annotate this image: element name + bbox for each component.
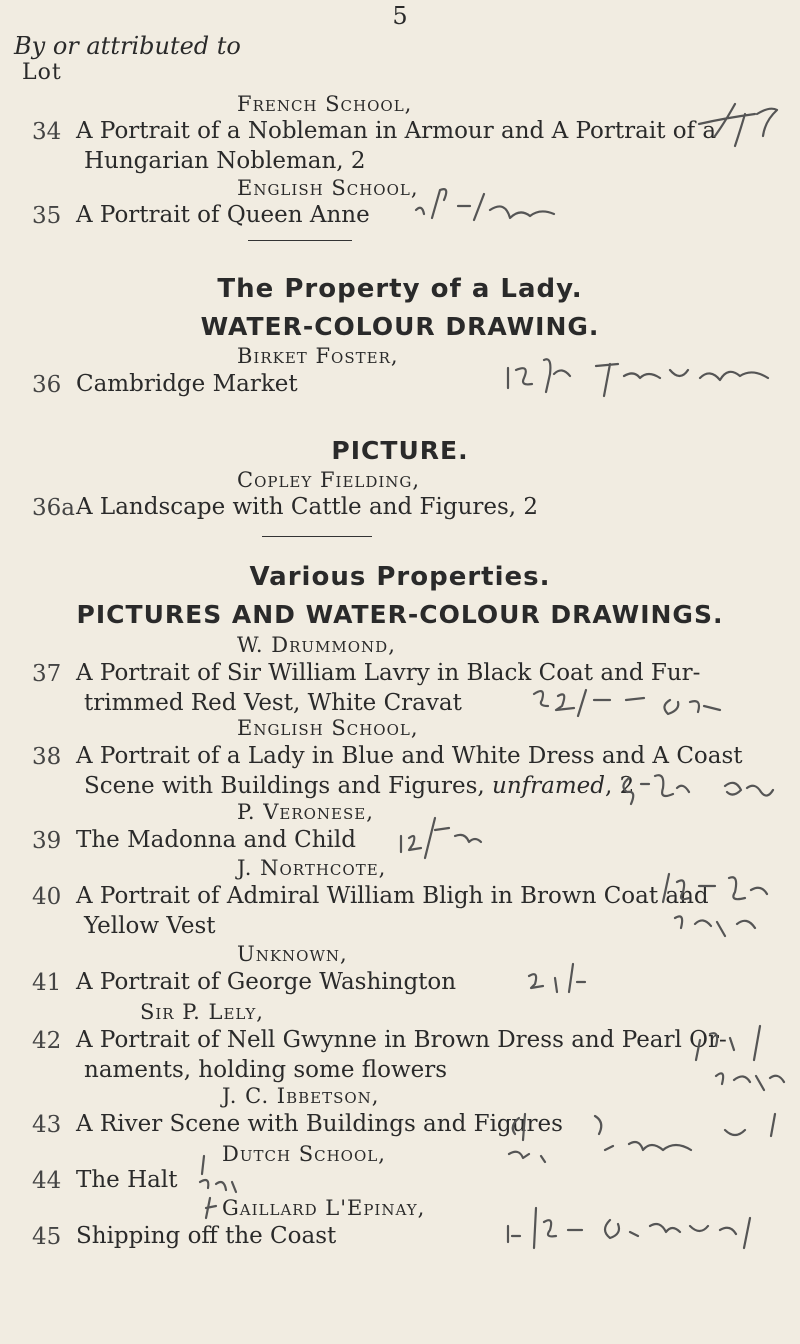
handwritten-price xyxy=(410,180,560,230)
lot-description-cont xyxy=(84,773,634,799)
lot-description: A Portrait of Nell Gwynne in Brown Dress and Pearl Or- xyxy=(76,1027,727,1053)
lot-column-label: Lot xyxy=(22,60,62,85)
lot-number: 35 xyxy=(32,203,62,229)
lot-description: Shipping off the Coast xyxy=(76,1223,337,1249)
lot-description: Cambridge Market xyxy=(76,371,298,397)
artist-name: French School, xyxy=(237,92,413,116)
section-subtitle: PICTURE. xyxy=(331,436,469,465)
handwritten-price xyxy=(655,862,795,948)
section-title: The Property of a Lady. xyxy=(217,274,583,304)
lot-number: 41 xyxy=(32,970,62,996)
artist-name: Sir P. Lely, xyxy=(140,1000,264,1024)
lot-number: 34 xyxy=(32,119,62,145)
lot-number: 38 xyxy=(32,744,62,770)
attribution-header: By or attributed to xyxy=(14,32,241,60)
section-title: Various Properties. xyxy=(249,562,551,592)
lot-description-cont: naments, holding some flowers xyxy=(84,1057,448,1083)
description-text: Scene with Buildings and Figures, xyxy=(84,773,492,799)
lot-description-cont: trimmed Red Vest, White Cravat xyxy=(84,690,462,716)
lot-description: The Halt xyxy=(76,1167,178,1193)
lot-description: A Portrait of Sir William Lavry in Black Coat and Fur- xyxy=(76,660,701,686)
lot-number: 37 xyxy=(32,661,62,687)
lot-description: A River Scene with Buildings and Figures xyxy=(76,1111,563,1137)
divider xyxy=(262,536,372,537)
lot-number: 39 xyxy=(32,828,62,854)
handwritten-price xyxy=(530,676,750,726)
lot-description: A Portrait of Queen Anne xyxy=(76,202,370,228)
lot-description: A Portrait of a Lady in Blue and White Dress and A Coast xyxy=(76,743,743,769)
handwritten-price xyxy=(695,96,785,156)
lot-number: 42 xyxy=(32,1028,62,1054)
lot-description: The Madonna and Child xyxy=(76,827,356,853)
handwritten-price xyxy=(615,760,795,814)
description-italic: unframed xyxy=(492,773,605,799)
artist-name: Copley Fielding, xyxy=(237,468,421,492)
artist-name: Dutch School, xyxy=(222,1142,386,1166)
artist-name: P. Veronese, xyxy=(237,800,374,824)
lot-number: 40 xyxy=(32,884,62,910)
section-subtitle: WATER-COLOUR DRAWING. xyxy=(200,312,600,341)
lot-description: A Portrait of Admiral William Bligh in Brown Coat and xyxy=(76,883,709,909)
divider xyxy=(248,240,352,241)
lot-description-cont: Yellow Vest xyxy=(84,913,216,939)
handwritten-price xyxy=(690,1020,790,1110)
lot-description-cont: Hungarian Nobleman, 2 xyxy=(84,148,366,174)
artist-name: W. Drummond, xyxy=(237,633,396,657)
handwritten-price xyxy=(525,952,615,998)
page-number: 5 xyxy=(392,2,408,30)
description-text: , 2 xyxy=(605,773,635,799)
artist-name: J. Northcote, xyxy=(237,856,387,880)
handwritten-price xyxy=(395,806,515,860)
artist-name: English School, xyxy=(237,176,419,200)
handwritten-price xyxy=(505,1100,795,1166)
section-subtitle: PICTURES AND WATER-COLOUR DRAWINGS. xyxy=(76,600,724,629)
lot-number: 44 xyxy=(32,1168,62,1194)
artist-name: J. C. Ibbetson, xyxy=(222,1084,380,1108)
lot-number: 36 xyxy=(32,372,62,398)
lot-description: A Portrait of George Washington xyxy=(76,969,457,995)
lot-number: 45 xyxy=(32,1224,62,1250)
artist-name: Gaillard L'Epinay, xyxy=(222,1196,426,1220)
lot-number: 43 xyxy=(32,1112,62,1138)
handwritten-price xyxy=(500,1196,780,1256)
handwritten-price xyxy=(500,340,790,400)
lot-description: A Landscape with Cattle and Figures, 2 xyxy=(76,494,539,520)
lot-number: 36a xyxy=(32,495,75,521)
artist-name: Unknown, xyxy=(237,942,348,966)
artist-name: Birket Foster, xyxy=(237,344,399,368)
artist-name: English School, xyxy=(237,716,419,740)
lot-description: A Portrait of a Nobleman in Armour and A Portrait of a xyxy=(76,118,717,144)
